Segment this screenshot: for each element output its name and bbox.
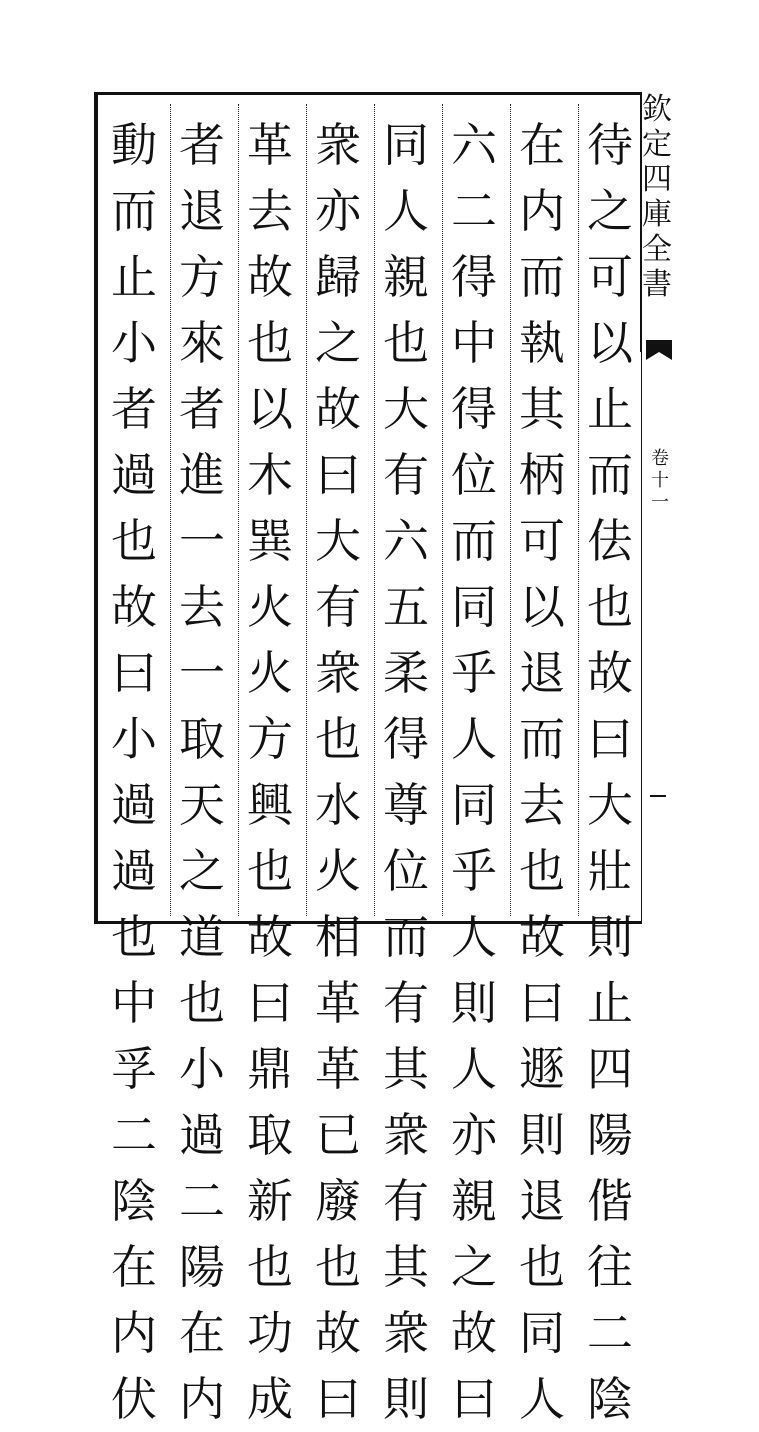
glyph: 退 bbox=[179, 184, 225, 238]
glyph: 可 bbox=[519, 514, 565, 568]
glyph: 尊 bbox=[383, 778, 429, 832]
glyph: 乎 bbox=[451, 844, 497, 898]
glyph: 過 bbox=[179, 1108, 225, 1162]
glyph: 也 bbox=[111, 514, 157, 568]
glyph: 一 bbox=[651, 492, 669, 513]
glyph: 親 bbox=[451, 1174, 497, 1228]
glyph: 故 bbox=[315, 1306, 361, 1360]
glyph: 也 bbox=[179, 976, 225, 1030]
glyph: 得 bbox=[451, 382, 497, 436]
column-rule bbox=[578, 104, 579, 916]
glyph: 水 bbox=[315, 778, 361, 832]
glyph: 也 bbox=[247, 1240, 293, 1294]
glyph: 相 bbox=[315, 910, 361, 964]
glyph: 者 bbox=[179, 382, 225, 436]
glyph: 也 bbox=[519, 844, 565, 898]
glyph: 革 bbox=[315, 976, 361, 1030]
text-column-6 bbox=[240, 112, 300, 1426]
volume-label bbox=[648, 448, 672, 514]
glyph: 之 bbox=[587, 184, 633, 238]
glyph: 同 bbox=[383, 118, 429, 172]
glyph: 故 bbox=[247, 910, 293, 964]
glyph: 天 bbox=[179, 778, 225, 832]
glyph: 曰 bbox=[315, 448, 361, 502]
glyph: 内 bbox=[111, 1306, 157, 1360]
glyph: 其 bbox=[519, 382, 565, 436]
column-rule bbox=[238, 104, 239, 916]
glyph: 二 bbox=[111, 1108, 157, 1162]
glyph: 二 bbox=[451, 184, 497, 238]
glyph: 五 bbox=[383, 580, 429, 634]
glyph: 同 bbox=[451, 778, 497, 832]
glyph: 佉 bbox=[587, 514, 633, 568]
glyph: 者 bbox=[111, 382, 157, 436]
glyph: 一 bbox=[179, 646, 225, 700]
glyph: 欽 bbox=[642, 92, 672, 127]
column-rule bbox=[306, 104, 307, 916]
glyph: 衆 bbox=[315, 118, 361, 172]
glyph: 壯 bbox=[587, 844, 633, 898]
glyph: 也 bbox=[519, 1240, 565, 1294]
glyph: 陰 bbox=[111, 1174, 157, 1228]
glyph: 故 bbox=[111, 580, 157, 634]
glyph: 取 bbox=[247, 1108, 293, 1162]
glyph: 二 bbox=[179, 1174, 225, 1228]
glyph: 過 bbox=[111, 844, 157, 898]
glyph: 往 bbox=[587, 1240, 633, 1294]
glyph: 乎 bbox=[451, 646, 497, 700]
glyph: 小 bbox=[111, 316, 157, 370]
glyph: 書 bbox=[642, 267, 672, 302]
glyph: 得 bbox=[383, 712, 429, 766]
column-rule bbox=[510, 104, 511, 916]
glyph: 孚 bbox=[111, 1042, 157, 1096]
glyph: 而 bbox=[111, 184, 157, 238]
glyph: 大 bbox=[315, 514, 361, 568]
glyph: 全 bbox=[642, 232, 672, 267]
glyph: 曰 bbox=[315, 1372, 361, 1426]
glyph: 内 bbox=[519, 184, 565, 238]
glyph: 之 bbox=[451, 1240, 497, 1294]
glyph: 則 bbox=[587, 910, 633, 964]
glyph: 曰 bbox=[111, 646, 157, 700]
glyph: 則 bbox=[519, 1108, 565, 1162]
glyph: 大 bbox=[587, 778, 633, 832]
glyph: 亦 bbox=[451, 1108, 497, 1162]
glyph: 偕 bbox=[587, 1174, 633, 1228]
glyph: 取 bbox=[179, 712, 225, 766]
glyph: 衆 bbox=[383, 1306, 429, 1360]
glyph: 故 bbox=[519, 910, 565, 964]
glyph: 去 bbox=[247, 184, 293, 238]
glyph: 故 bbox=[315, 382, 361, 436]
glyph: 中 bbox=[451, 316, 497, 370]
glyph: 中 bbox=[111, 976, 157, 1030]
glyph: 也 bbox=[247, 316, 293, 370]
glyph: 亦 bbox=[315, 184, 361, 238]
glyph: 陽 bbox=[179, 1240, 225, 1294]
glyph: 去 bbox=[179, 580, 225, 634]
glyph: 功 bbox=[247, 1306, 293, 1360]
glyph: 小 bbox=[111, 712, 157, 766]
glyph: 而 bbox=[519, 712, 565, 766]
text-column-4 bbox=[376, 112, 436, 1426]
glyph: 同 bbox=[451, 580, 497, 634]
glyph: 火 bbox=[247, 580, 293, 634]
text-column-1 bbox=[580, 112, 640, 1426]
glyph: 其 bbox=[383, 1042, 429, 1096]
glyph: 止 bbox=[587, 382, 633, 436]
glyph: 衆 bbox=[383, 1108, 429, 1162]
glyph: 也 bbox=[383, 316, 429, 370]
glyph: 也 bbox=[247, 844, 293, 898]
text-column-8 bbox=[104, 112, 164, 1426]
column-rule bbox=[442, 104, 443, 916]
glyph: 在 bbox=[519, 118, 565, 172]
glyph: 陽 bbox=[587, 1108, 633, 1162]
glyph: 二 bbox=[587, 1306, 633, 1360]
glyph: 柄 bbox=[519, 448, 565, 502]
glyph: 卷 bbox=[651, 448, 669, 469]
glyph: 道 bbox=[179, 910, 225, 964]
text-column-3 bbox=[444, 112, 504, 1426]
glyph: 也 bbox=[587, 580, 633, 634]
glyph: 動 bbox=[111, 118, 157, 172]
glyph: 其 bbox=[383, 1240, 429, 1294]
glyph: 木 bbox=[247, 448, 293, 502]
glyph: 大 bbox=[383, 382, 429, 436]
glyph: 以 bbox=[519, 580, 565, 634]
glyph: 退 bbox=[519, 646, 565, 700]
glyph: 則 bbox=[451, 976, 497, 1030]
glyph: 遯 bbox=[519, 1042, 565, 1096]
glyph: 人 bbox=[383, 184, 429, 238]
glyph: 伏 bbox=[111, 1372, 157, 1426]
glyph: 人 bbox=[519, 1372, 565, 1426]
text-column-7 bbox=[172, 112, 232, 1426]
margin-tick bbox=[650, 795, 666, 797]
glyph: 去 bbox=[519, 778, 565, 832]
glyph: 有 bbox=[383, 448, 429, 502]
glyph: 興 bbox=[247, 778, 293, 832]
glyph: 陰 bbox=[587, 1372, 633, 1426]
glyph: 人 bbox=[451, 910, 497, 964]
text-column-5 bbox=[308, 112, 368, 1426]
glyph: 人 bbox=[451, 1042, 497, 1096]
glyph: 革 bbox=[315, 1042, 361, 1096]
glyph: 止 bbox=[587, 976, 633, 1030]
glyph: 位 bbox=[383, 844, 429, 898]
glyph: 四 bbox=[642, 162, 672, 197]
glyph: 待 bbox=[587, 118, 633, 172]
glyph: 小 bbox=[179, 1042, 225, 1096]
glyph: 有 bbox=[383, 1174, 429, 1228]
glyph: 柔 bbox=[383, 646, 429, 700]
glyph: 曰 bbox=[247, 976, 293, 1030]
glyph: 同 bbox=[519, 1306, 565, 1360]
glyph: 而 bbox=[383, 910, 429, 964]
glyph: 得 bbox=[451, 250, 497, 304]
glyph: 故 bbox=[247, 250, 293, 304]
glyph: 之 bbox=[315, 316, 361, 370]
glyph: 也 bbox=[111, 910, 157, 964]
glyph: 而 bbox=[451, 514, 497, 568]
glyph: 而 bbox=[587, 448, 633, 502]
glyph: 也 bbox=[315, 1240, 361, 1294]
glyph: 退 bbox=[519, 1174, 565, 1228]
column-rule bbox=[374, 104, 375, 916]
glyph: 則 bbox=[383, 1372, 429, 1426]
glyph: 以 bbox=[587, 316, 633, 370]
glyph: 過 bbox=[111, 448, 157, 502]
glyph: 而 bbox=[519, 250, 565, 304]
glyph: 來 bbox=[179, 316, 225, 370]
glyph: 已 bbox=[315, 1108, 361, 1162]
glyph: 過 bbox=[111, 778, 157, 832]
glyph: 有 bbox=[315, 580, 361, 634]
glyph: 也 bbox=[315, 712, 361, 766]
glyph: 止 bbox=[111, 250, 157, 304]
glyph: 之 bbox=[179, 844, 225, 898]
glyph: 位 bbox=[451, 448, 497, 502]
glyph: 内 bbox=[179, 1372, 225, 1426]
glyph: 故 bbox=[451, 1306, 497, 1360]
glyph: 六 bbox=[383, 514, 429, 568]
glyph: 十 bbox=[651, 470, 669, 491]
glyph: 定 bbox=[642, 127, 672, 162]
glyph: 新 bbox=[247, 1174, 293, 1228]
glyph: 曰 bbox=[519, 976, 565, 1030]
glyph: 方 bbox=[179, 250, 225, 304]
glyph: 革 bbox=[247, 118, 293, 172]
glyph: 六 bbox=[451, 118, 497, 172]
glyph: 可 bbox=[587, 250, 633, 304]
glyph: 鼎 bbox=[247, 1042, 293, 1096]
glyph: 曰 bbox=[587, 712, 633, 766]
glyph: 一 bbox=[179, 514, 225, 568]
glyph: 巽 bbox=[247, 514, 293, 568]
glyph: 有 bbox=[383, 976, 429, 1030]
glyph: 火 bbox=[247, 646, 293, 700]
glyph: 以 bbox=[247, 382, 293, 436]
glyph: 曰 bbox=[451, 1372, 497, 1426]
glyph: 者 bbox=[179, 118, 225, 172]
glyph: 人 bbox=[451, 712, 497, 766]
glyph: 方 bbox=[247, 712, 293, 766]
glyph: 在 bbox=[179, 1306, 225, 1360]
glyph: 成 bbox=[247, 1372, 293, 1426]
text-column-2 bbox=[512, 112, 572, 1426]
glyph: 衆 bbox=[315, 646, 361, 700]
glyph: 故 bbox=[587, 646, 633, 700]
glyph: 執 bbox=[519, 316, 565, 370]
glyph: 廢 bbox=[315, 1174, 361, 1228]
glyph: 進 bbox=[179, 448, 225, 502]
glyph: 親 bbox=[383, 250, 429, 304]
glyph: 庫 bbox=[642, 197, 672, 232]
column-rule bbox=[170, 104, 171, 916]
glyph: 四 bbox=[587, 1042, 633, 1096]
glyph: 在 bbox=[111, 1240, 157, 1294]
glyph: 火 bbox=[315, 844, 361, 898]
glyph: 歸 bbox=[315, 250, 361, 304]
